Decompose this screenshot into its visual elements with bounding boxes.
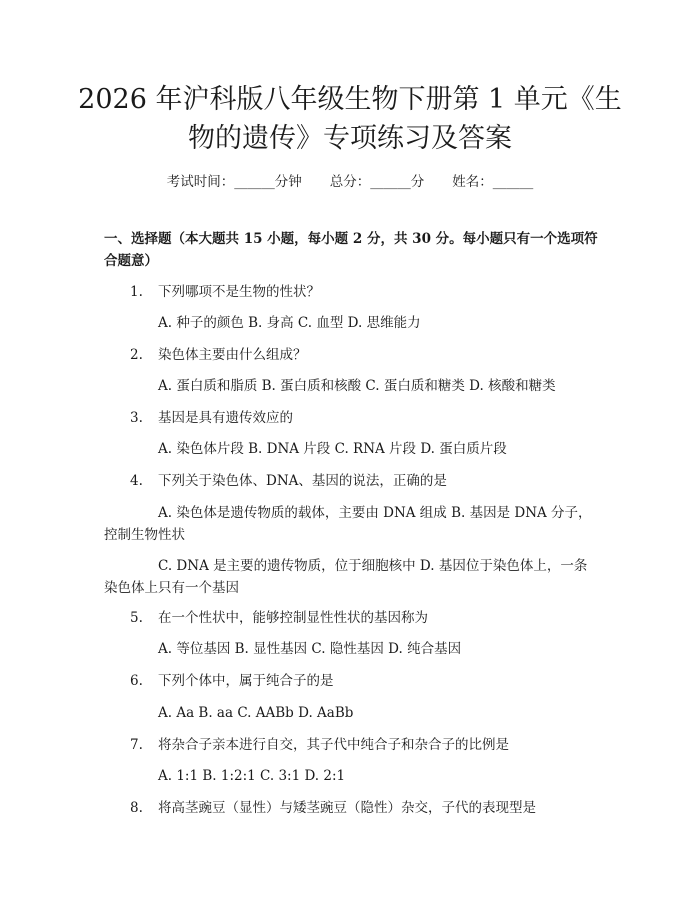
question-8	[130, 798, 536, 818]
question-2	[130, 345, 307, 365]
question-7-options: A. 1:1 B. 1:2:1 C. 3:1 D. 2:1	[158, 768, 346, 784]
question-text: 将杂合子亲本进行自交，其子代中纯合子和杂合子的比例是	[158, 737, 509, 753]
question-6-options: A. Aa B. aa C. AABb D. AaBb	[158, 705, 354, 721]
question-4-options-a: A. 染色体是遗传物质的载体，主要由 DNA 组成 B. 基因是 DNA 分子，控制生物性状	[104, 505, 592, 543]
question-text: 在一个性状中，能够控制显性性状的基因称为	[158, 610, 428, 626]
question-text: 染色体主要由什么组成？	[158, 347, 307, 363]
question-4-options-b: C. DNA 是主要的遗传物质，位于细胞核中 D. 基因位于染色体上，一条染色体上只有一个基因	[104, 558, 588, 596]
question-2-options: A. 蛋白质和脂质 B. 蛋白质和核酸 C. 蛋白质和糖类 D. 核酸和糖类	[158, 378, 556, 394]
question-1-options: A. 种子的颜色 B. 身高 C. 血型 D. 思维能力	[158, 315, 421, 331]
question-4	[130, 471, 447, 491]
question-text: 将高茎豌豆（显性）与矮茎豌豆（隐性）杂交，子代的表现型是	[158, 800, 536, 816]
question-3-options: A. 染色体片段 B. DNA 片段 C. RNA 片段 D. 蛋白质片段	[158, 441, 507, 457]
question-number: 3.	[130, 410, 143, 426]
document-title: 2026 年沪科版八年级生物下册第 1 单元《生物的遗传》专项练习及答案	[78, 84, 622, 154]
exam-time-field: 考试时间：______分钟	[166, 174, 302, 190]
name-field: 姓名：______	[452, 174, 534, 190]
question-number: 1.	[130, 284, 143, 300]
question-7	[130, 735, 509, 755]
question-number: 4.	[130, 473, 143, 489]
question-6	[130, 671, 334, 691]
question-3	[130, 408, 293, 428]
exam-info-line	[0, 170, 700, 190]
question-text: 下列关于染色体、DNA、基因的说法，正确的是	[158, 473, 447, 489]
question-number: 8.	[130, 800, 143, 816]
question-number: 7.	[130, 737, 143, 753]
question-number: 6.	[130, 673, 143, 689]
section-heading: 一、选择题（本大题共 15 小题，每小题 2 分，共 30 分。每小题只有一个选项符合题意）	[104, 231, 598, 269]
question-5	[130, 608, 428, 628]
question-text: 下列哪项不是生物的性状？	[158, 284, 320, 300]
question-text: 下列个体中，属于纯合子的是	[158, 673, 334, 689]
question-number: 2.	[130, 347, 143, 363]
question-1	[130, 282, 320, 302]
question-number: 5.	[130, 610, 143, 626]
question-5-options: A. 等位基因 B. 显性基因 C. 隐性基因 D. 纯合基因	[158, 641, 462, 657]
total-score-field: 总分：______分	[329, 174, 425, 190]
question-text: 基因是具有遗传效应的	[158, 410, 293, 426]
